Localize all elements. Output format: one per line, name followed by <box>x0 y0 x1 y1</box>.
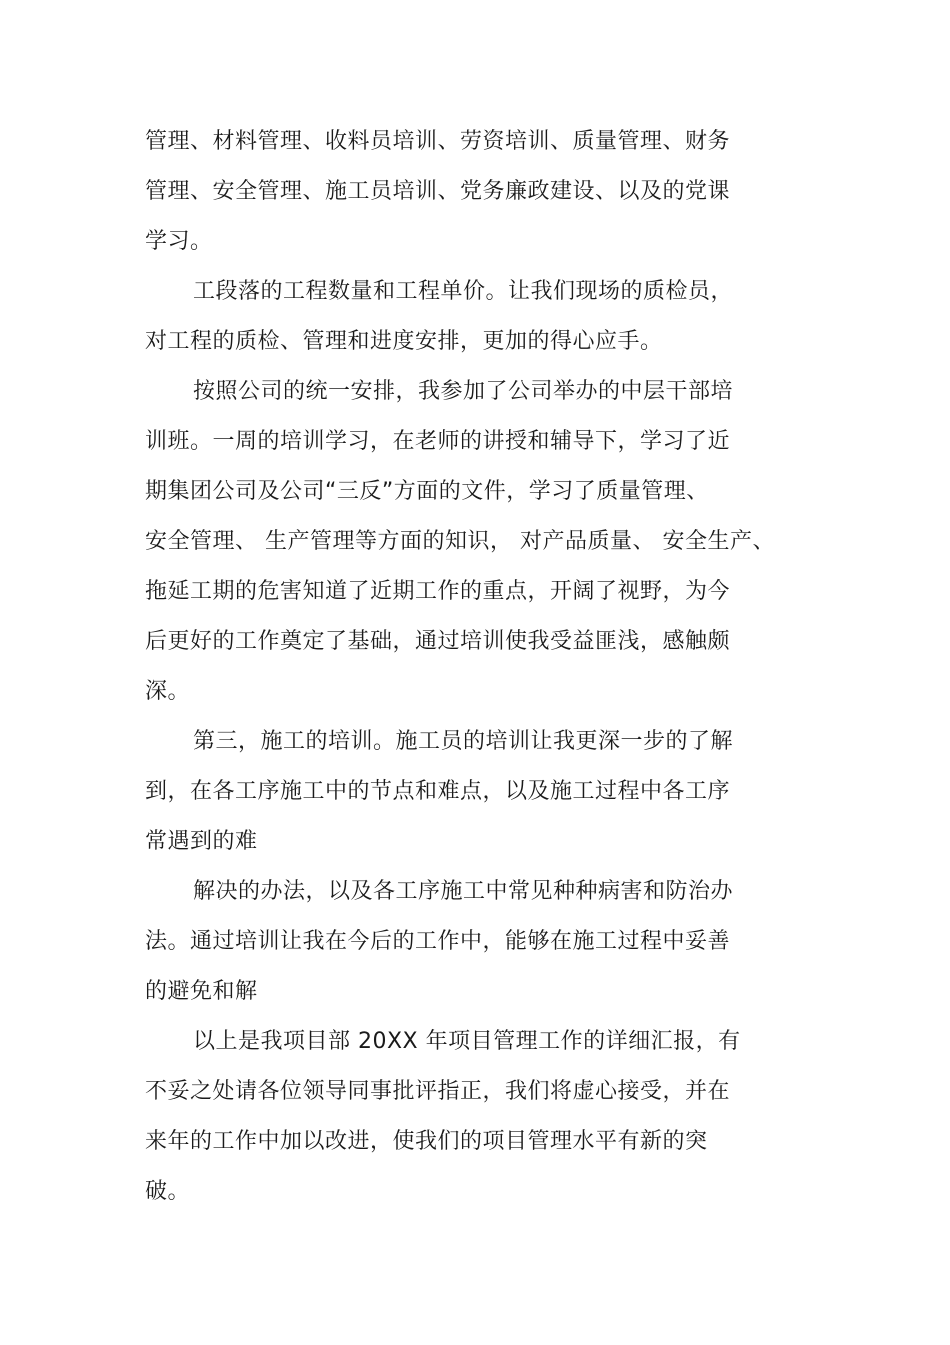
paragraph-5-line-1: 解决的办法，以及各工序施工中常见种种病害和防治办 <box>193 879 734 904</box>
paragraph-4-line-1: 第三，施工的培训。施工员的培训让我更深一步的了解 <box>193 729 734 754</box>
paragraph-5-line-3: 的避免和解 <box>145 979 258 1004</box>
paragraph-4-line-2: 到，在各工序施工中的节点和难点，以及施工过程中各工序 <box>145 779 731 804</box>
paragraph-3-line-3: 期集团公司及公司“三反”方面的文件，学习了质量管理、 <box>145 479 709 504</box>
paragraph-3-line-6: 后更好的工作奠定了基础，通过培训使我受益匪浅，感触颇 <box>145 629 731 654</box>
paragraph-3-line-1: 按照公司的统一安排，我参加了公司举办的中层干部培 <box>193 379 734 404</box>
paragraph-6-line-1: 以上是我项目部 20XX 年项目管理工作的详细汇报，有 <box>193 1029 741 1054</box>
paragraph-6-line-4: 破。 <box>145 1179 191 1204</box>
paragraph-1-line-3: 学习。 <box>145 229 213 254</box>
paragraph-6-line-2: 不妥之处请各位领导同事批评指正，我们将虚心接受，并在 <box>145 1079 731 1104</box>
paragraph-3-line-5: 拖延工期的危害知道了近期工作的重点，开阔了视野，为今 <box>145 579 731 604</box>
paragraph-1-line-1: 管理、材料管理、收料员培训、劳资培训、质量管理、财务 <box>145 129 731 154</box>
paragraph-3-line-4: 安全管理、 生产管理等方面的知识， 对产品质量、 安全生产、 <box>145 529 775 554</box>
paragraph-3-line-7: 深。 <box>145 679 191 704</box>
paragraph-6-line-3: 来年的工作中加以改进，使我们的项目管理水平有新的突 <box>145 1129 708 1154</box>
paragraph-1-line-2: 管理、安全管理、施工员培训、党务廉政建设、以及的党课 <box>145 179 731 204</box>
paragraph-2-line-2: 对工程的质检、管理和进度安排，更加的得心应手。 <box>145 329 663 354</box>
paragraph-5-line-2: 法。通过培训让我在今后的工作中，能够在施工过程中妥善 <box>145 929 731 954</box>
paragraph-4-line-3: 常遇到的难 <box>145 829 258 854</box>
paragraph-3-line-2: 训班。一周的培训学习，在老师的讲授和辅导下，学习了近 <box>145 429 731 454</box>
paragraph-2-line-1: 工段落的工程数量和工程单价。让我们现场的质检员， <box>193 279 734 304</box>
